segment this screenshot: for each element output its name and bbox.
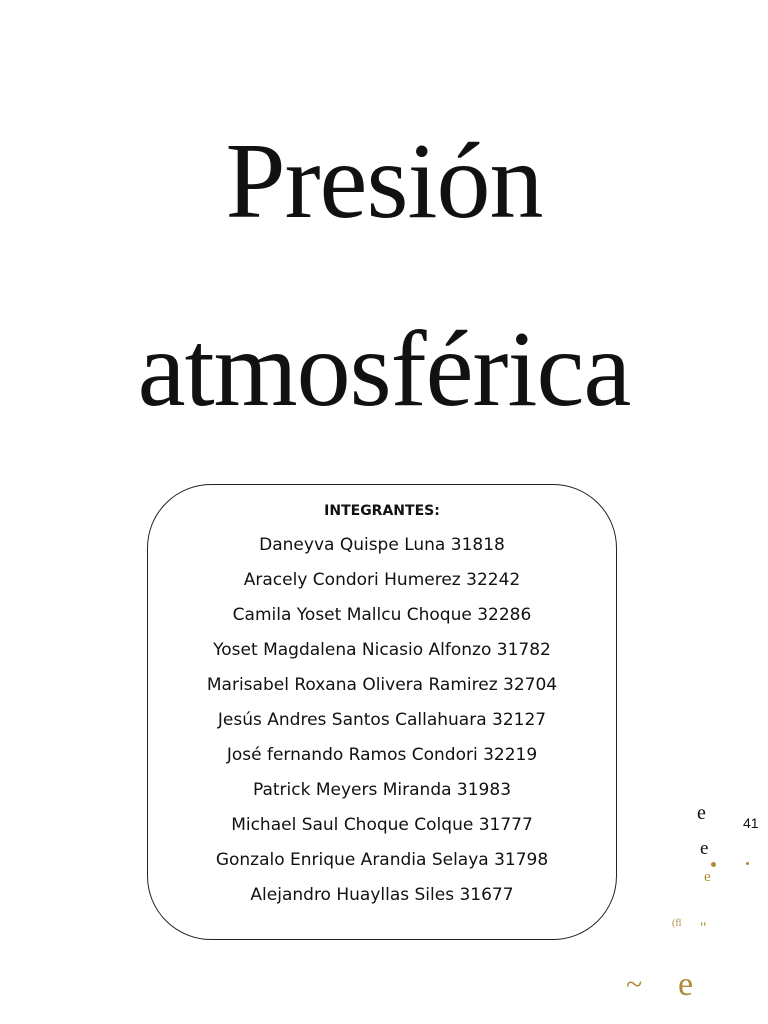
members-heading: INTEGRANTES: bbox=[324, 503, 440, 519]
member-name: Alejandro Huayllas Siles 31677 bbox=[250, 885, 514, 905]
stray-letter-e: e bbox=[700, 838, 709, 859]
title-line-1: Presión bbox=[225, 122, 543, 241]
gold-dot bbox=[746, 862, 749, 865]
members-box bbox=[147, 484, 617, 940]
stray-quote: " bbox=[700, 920, 707, 937]
member-name: Michael Saul Choque Colque 31777 bbox=[231, 815, 533, 835]
member-name: Camila Yoset Mallcu Choque 32286 bbox=[232, 605, 532, 625]
member-name: José fernando Ramos Condori 32219 bbox=[226, 745, 538, 765]
member-name: Daneyva Quispe Luna 31818 bbox=[259, 535, 505, 555]
member-name: Patrick Meyers Miranda 31983 bbox=[252, 780, 512, 800]
stray-number: 41 bbox=[743, 815, 759, 831]
member-name: Jesús Andres Santos Callahuara 32127 bbox=[217, 710, 547, 730]
member-name: Aracely Condori Humerez 32242 bbox=[243, 570, 521, 590]
stray-letter-e: e bbox=[697, 802, 706, 824]
stray-tilde: ~ bbox=[626, 968, 643, 1001]
member-name: Gonzalo Enrique Arandia Selaya 31798 bbox=[215, 850, 549, 870]
gold-dot bbox=[711, 862, 716, 867]
stray-letter-e: e bbox=[704, 869, 711, 885]
member-name: Yoset Magdalena Nicasio Alfonzo 31782 bbox=[213, 640, 551, 660]
stray-mark: (fl bbox=[672, 918, 682, 929]
title-line-2: atmosférica bbox=[137, 310, 631, 429]
stray-letter-e: e bbox=[678, 966, 694, 1003]
member-name: Marisabel Roxana Olivera Ramirez 32704 bbox=[206, 675, 558, 695]
